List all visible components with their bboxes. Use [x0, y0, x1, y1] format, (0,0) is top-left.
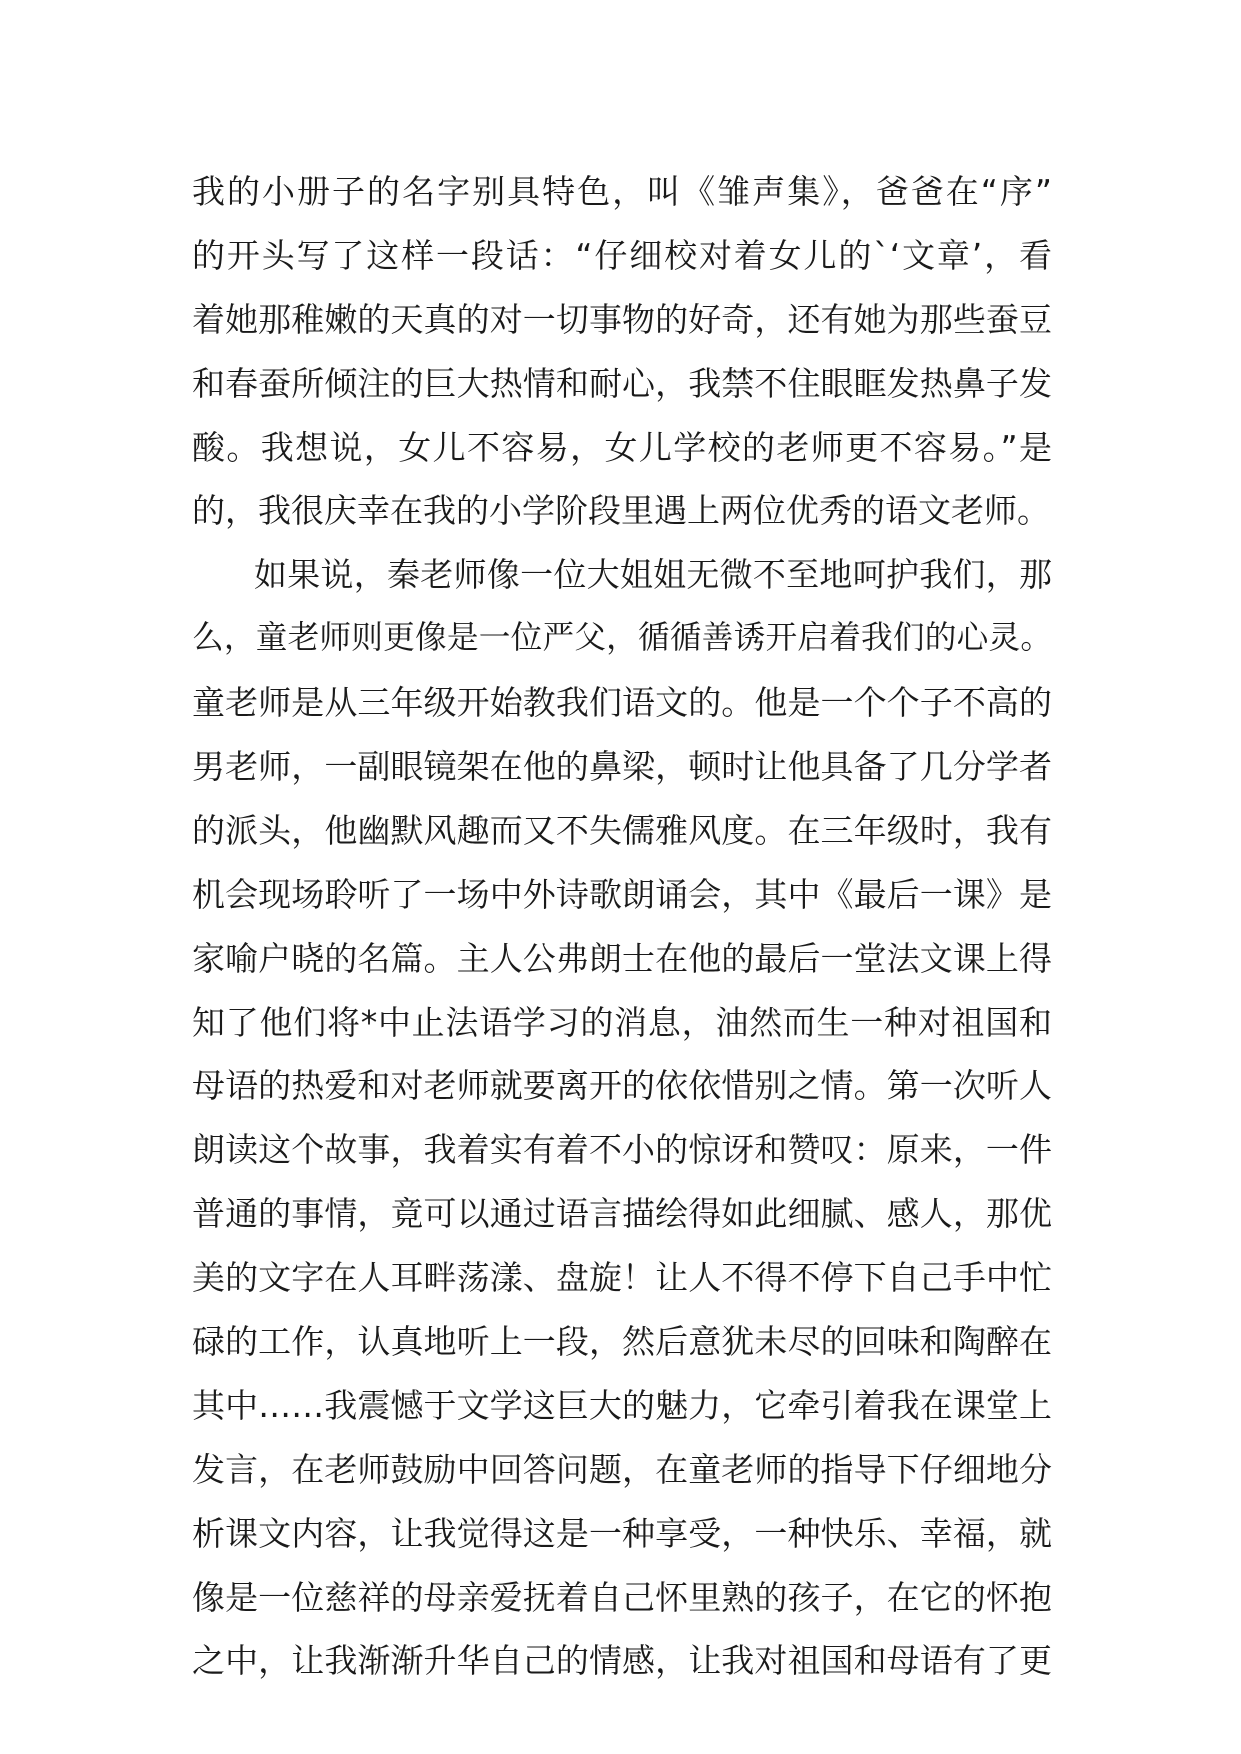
text-line: 么，童老师则更像是一位严父，循循善诱开启着我们的心灵。 — [192, 620, 1052, 657]
text-line: 析课文内容，让我觉得这是一种享受，一种快乐、幸福，就 — [192, 1513, 1052, 1553]
text-line: 美的文字在人耳畔荡漾、盘旋！让人不得不停下自己手中忙 — [192, 1258, 1052, 1298]
text-line: 的派头，他幽默风趣而又不失儒雅风度。在三年级时，我有 — [192, 810, 1052, 850]
text-line: 像是一位慈祥的母亲爱抚着自己怀里熟的孩子，在它的怀抱 — [192, 1577, 1052, 1617]
text-line: 家喻户晓的名篇。主人公弗朗士在他的最后一堂法文课上得 — [192, 938, 1052, 978]
text-line: 朗读这个故事，我着实有着不小的惊讶和赞叹：原来，一件 — [192, 1130, 1052, 1170]
text-line: 普通的事情，竟可以通过语言描绘得如此细腻、感人，那优 — [192, 1194, 1052, 1234]
text-line: 碌的工作，认真地听上一段，然后意犹未尽的回味和陶醉在 — [192, 1322, 1052, 1362]
text-line: 和春蚕所倾注的巨大热情和耐心，我禁不住眼眶发热鼻子发 — [192, 363, 1052, 403]
text-line: 的，我很庆幸在我的小学阶段里遇上两位优秀的语文老师。 — [192, 491, 1050, 531]
text-line: 发言，在老师鼓励中回答问题，在童老师的指导下仔细地分 — [192, 1449, 1052, 1489]
text-line: 童老师是从三年级开始教我们语文的。他是一个个子不高的 — [192, 683, 1052, 723]
text-line: 之中，让我渐渐升华自己的情感，让我对祖国和母语有了更 — [192, 1641, 1052, 1681]
text-line: 机会现场聆听了一场中外诗歌朗诵会，其中《最后一课》是 — [192, 874, 1052, 914]
text-line: 的开头写了这样一段话：“仔细校对着女儿的`‘文章’，看 — [192, 235, 1052, 275]
body-text — [192, 160, 1052, 1693]
text-line: 酸。我想说，女儿不容易，女儿学校的老师更不容易。”是 — [192, 427, 1052, 467]
text-line: 着她那稚嫩的天真的对一切事物的好奇，还有她为那些蚕豆 — [192, 299, 1052, 339]
text-line: 知了他们将*中止法语学习的消息，油然而生一种对祖国和 — [192, 1002, 1052, 1042]
text-line: 母语的热爱和对老师就要离开的依依惜别之情。第一次听人 — [192, 1066, 1052, 1106]
text-line: 男老师，一副眼镜架在他的鼻梁，顿时让他具备了几分学者 — [192, 747, 1052, 787]
text-line: 我的小册子的名字别具特色，叫《雏声集》，爸爸在“序” — [192, 172, 1052, 211]
paragraph-first-line: 如果说，秦老师像一位大姐姐无微不至地呵护我们，那 — [254, 555, 1052, 595]
text-line: 其中……我震憾于文学这巨大的魅力，它牵引着我在课堂上 — [192, 1385, 1052, 1425]
